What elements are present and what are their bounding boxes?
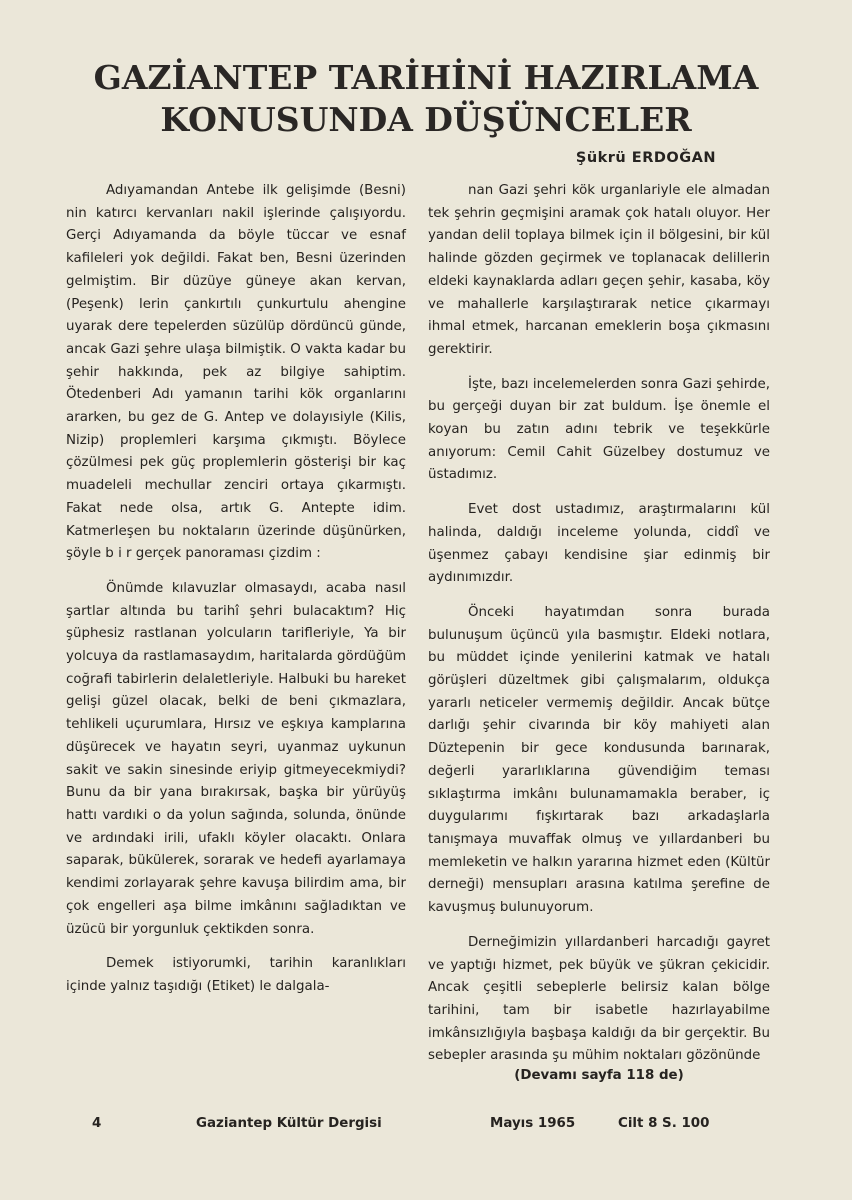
issue-volume: Cilt 8 S. 100	[618, 1116, 710, 1131]
issue-date: Mayıs 1965	[490, 1116, 576, 1131]
article-title-line-1: GAZİANTEP TARİHİNİ HAZIRLAMA	[93, 58, 759, 97]
journal-name: Gaziantep Kültür Dergisi	[196, 1116, 382, 1131]
right-column	[428, 180, 770, 1080]
left-column	[66, 180, 406, 1011]
paragraph: Önümde kılavuzlar olmasaydı, acaba nasıl şartlar altında bu tarihî şehri bulacaktım? Hiç şüphesiz rastlanan yolcuların tarifleriyle, Ya bir yolcuya da rastlamasaydım, haritalarda gördüğüm coğrafi tabirlerin delaletleriyle. Halbuki bu hareket gelişi güzel olacak, belki de beni çıkmazlara, tehlikeli uçurumlara, Hırsız ve eşkıya kamplarına düşürecek ve hayatın seyri, uyanmaz uykunun sakit ve sakin sinesinde eriyip gitmeyecekmiydi? Bunu da bir yana bırakırsak, başka bir yürüyüş hattı vardıki o da yolun sağında, solunda, önünde ve ardındaki irili, ufaklı köyler olacaktı. Onlara saparak, bükülerek, sorarak ve hedefi ayarlamaya kendimi zorlayarak şehre kavuşa bilirdim ama, bir çok engelleri aşa bilme imkânını sağladıktan ve üzücü bir yorgunluk çektikden sonra.	[66, 580, 406, 937]
paragraph: İşte, bazı incelemelerden sonra Gazi şehirde, bu gerçeği duyan bir zat buldum. İşe önemle el koyan bu zatın adını tebrik ve teşekkürle anıyorum: Cemil Cahit Güzelbey dostumuz ve üstadımız.	[428, 376, 770, 483]
paragraph: Adıyamandan Antebe ilk gelişimde (Besni) nin katırcı kervanları nakil işlerinde çalışıyordu. Gerçi Adıyamanda da böyle tüccar ve esnaf kafileleri yok değildi. Fakat ben, Besni üzerinden gelmiştim. Bir düzüye güneye akan kervan, (Peşenk) lerin çankırtılı çunkurtulu ahengine uyarak dere tepelerden süzülüp dördüncü günde, ancak Gazi şehre ulaşa bilmiştik. O vakta kadar bu şehir hakkında, pek az bilgiye sahiptim. Ötedenberi Adı yamanın tarihi kök organlarını ararken, bu gez de G. Antep ve dolayısiyle (Kilis, Nizip) proplemleri karşıma çıkmıştı. Böylece çözülmesi pek güç proplemlerin gösterişi bir kaç muadeleli mechullar zenciri ortaya çıkarmıştı. Fakat nede olsa, artık G. Antepte idim. Katmerleşen bu noktaların üzerinde düşünürken, şöyle b i r gerçek panoraması çizdim :	[66, 183, 406, 562]
page-number: 4	[92, 1116, 102, 1131]
author-name: Şükrü ERDOĞAN	[575, 150, 716, 166]
paragraph: Derneğimizin yıllardanberi harcadığı gayret ve yaptığı hizmet, pek büyük ve şükran çekicidir. Ancak çeşitli sebeplerle belirsiz kalan bölge tarihini, tam bir isabetle hazırlayabilme imkânsızlığıyla başbaşa kaldığı da bir gerçektir. Bu sebepler arasında şu mühim noktaları gözönünde	[428, 934, 770, 1064]
continuation-note: (Devamı sayfa 118 de)	[514, 1068, 684, 1083]
paragraph: Önceki hayatımdan sonra burada bulunuşum üçüncü yıla basmıştır. Eldeki notlara, bu müddet içinde yenilerini katmak ve hatalı görüşleri düzeltmek gibi çalışmalarım, oldukça yararlı neticeler vermemiş değildir. Ancak bütçe darlığı şehir civarında bir köy mahiyeti alan Düztepenin bir gece kondusunda barınarak, değerli yararlıklarına güvendiğim teması sıklaştırma imkânı bulunamamakla beraber, iç duygularımı fışkırtarak bazı arkadaşlarla tanışmaya muvaffak olmuş ve yıllardanberi bu memleketin ve halkın yararına hizmet eden (Kültür derneği) mensupları arasına katılma şerefine de kavuşmuş bulunuyorum.	[428, 604, 770, 916]
paragraph: nan Gazi şehri kök urganlariyle ele almadan tek şehrin geçmişini aramak çok hatalı oluyor. Her yandan delil toplaya bilmek için il bölgesini, bir kül halinde gözden geçirmek ve toplanacak delillerin eldeki kaynaklarda adları geçen şehir, kasaba, köy ve mahallerle karşılaştırarak netice çıkarmayı ihmal etmek, harcanan emeklerin boşa çıkmasını gerektirir.	[428, 183, 770, 357]
paragraph: Demek istiyorumki, tarihin karanlıkları içinde yalnız taşıdığı (Etiket) le dalgala-	[66, 956, 406, 994]
article-title-line-2: KONUSUNDA DÜŞÜNCELER	[160, 100, 692, 139]
paragraph: Evet dost ustadımız, araştırmalarını kül halinda, daldığı inceleme yolunda, ciddî ve üşenmez çabayı kendisine şiar edinmiş bir aydınımızdır.	[428, 502, 770, 586]
